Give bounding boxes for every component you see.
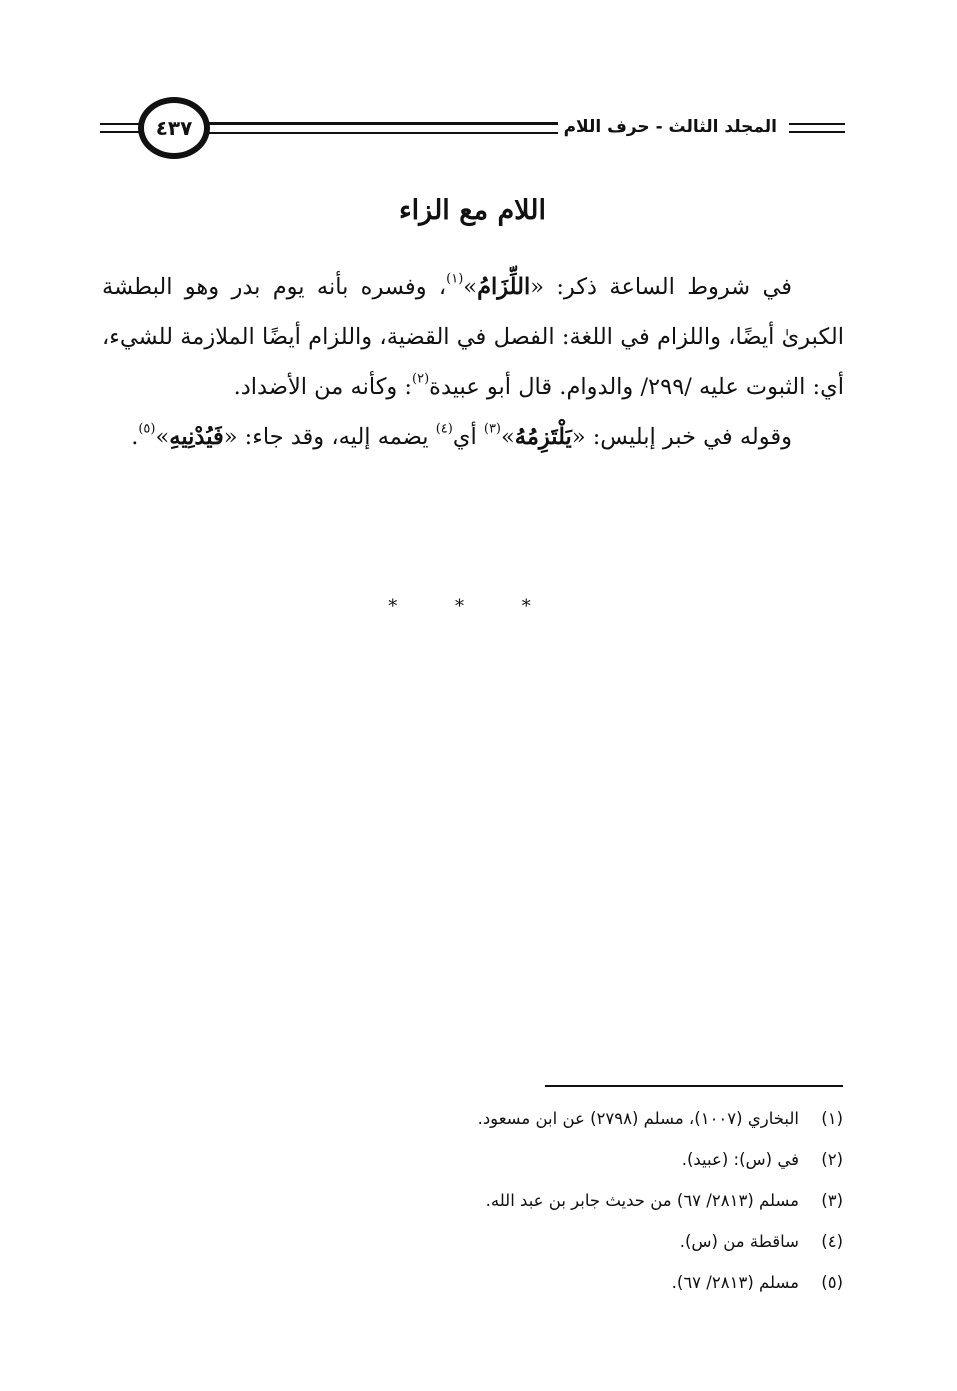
footnote-number: (١) <box>821 1109 843 1128</box>
paragraph-2 <box>102 412 844 462</box>
text-span: » <box>463 274 478 300</box>
footnote-item <box>478 1221 843 1262</box>
footnote-item <box>478 1180 843 1221</box>
footnote-text: ساقطة من (س). <box>679 1232 799 1251</box>
text-span: في شروط الساعة ذكر: « <box>530 274 792 300</box>
footnote-number: (٣) <box>821 1191 843 1210</box>
footnote-number: (٢) <box>821 1150 843 1169</box>
text-span: » <box>155 424 170 450</box>
text-span: » <box>501 424 515 450</box>
footnote-item <box>478 1098 843 1139</box>
footnote-text: البخاري (١٠٠٧)، مسلم (٢٧٩٨) عن ابن مسعود. <box>477 1109 799 1128</box>
section-separator: * * * <box>388 596 557 617</box>
footnote-ref[interactable]: (٥) <box>138 421 156 437</box>
footnote-ref[interactable]: (٢) <box>412 371 430 387</box>
text-span: : وكأنه من الأضداد. <box>233 374 413 400</box>
footnote-ref[interactable]: (١) <box>446 271 464 287</box>
text-span: أي <box>452 424 484 450</box>
footnote-item <box>478 1139 843 1180</box>
header-rule-left <box>100 123 140 133</box>
footnote-ref[interactable]: (٣) <box>483 421 501 437</box>
footnote-number: (٥) <box>821 1273 843 1292</box>
footnote-item <box>478 1262 843 1303</box>
chapter-title: اللام مع الزاء <box>398 195 546 226</box>
running-title: المجلد الثالث - حرف اللام <box>558 117 783 137</box>
text-span: ، وفسره بأنه يوم بدر وهو البطشة الكبرىٰ أيضًا، واللزام في اللغة: الفصل في القضية، واللزام أيضًا الملازمة للشيء، أي: الثبوت عليه /٢٩٩/ والدوام. قال أبو عبيدة <box>102 274 844 400</box>
page-number: ٤٣٧ <box>155 116 193 140</box>
text-span: وقوله في خبر إبليس: « <box>571 424 792 450</box>
footnote-ref[interactable]: (٤) <box>435 421 453 437</box>
main-text <box>102 262 844 462</box>
footnotes <box>478 1098 843 1303</box>
footnote-number: (٤) <box>821 1232 843 1251</box>
text-span: يضمه إليه، وقد جاء: « <box>223 424 436 450</box>
paragraph-1 <box>102 262 844 412</box>
headword: فَيُدْنِيهِ <box>169 424 224 450</box>
footnote-text: في (س): (عبيد). <box>681 1150 799 1169</box>
page-number-badge <box>138 97 210 159</box>
headword: يَلْتَزِمُهُ <box>514 424 572 450</box>
text-span: . <box>131 424 139 450</box>
footnote-text: مسلم (٢٨١٣/ ٦٧) من حديث جابر بن عبد الله. <box>485 1191 799 1210</box>
header-rule <box>200 122 575 134</box>
footnote-text: مسلم (٢٨١٣/ ٦٧). <box>671 1273 799 1292</box>
headword: اللِّزَامُ <box>477 274 531 300</box>
footnote-divider <box>545 1085 843 1087</box>
header-rule-right <box>789 123 845 133</box>
running-header <box>100 95 845 165</box>
